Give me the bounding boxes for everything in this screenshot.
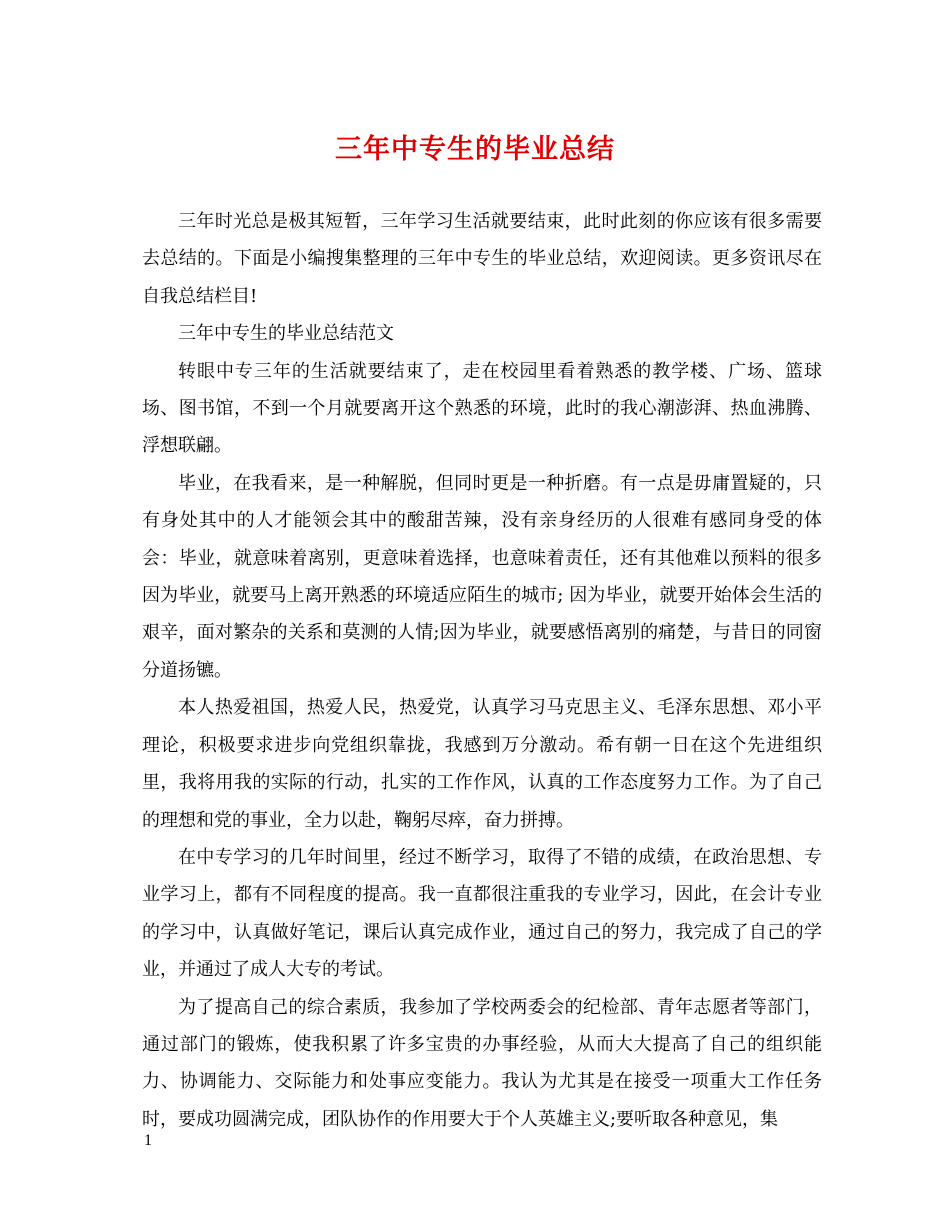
page-number: 1 [144,1132,152,1149]
document-body [142,203,834,1138]
paragraph-intro: 三年时光总是极其短暂，三年学习生活就要结束，此时此刻的你应该有很多需要去总结的。下面是小编搜集整理的三年中专生的毕业总结，欢迎阅读。更多资讯尽在自我总结栏目! [142,211,822,307]
paragraph-activities: 为了提高自己的综合素质，我参加了学校两委会的纪检部、青年志愿者等部门，通过部门的锻炼，使我积累了许多宝贵的办事经验，从而大大提高了自己的组织能力、协调能力、交际能力和处事应变能力。我认为尤其是在接受一项重大工作任务时，要成功圆满完成，团队协作的作用要大于个人英雄主义;要听取各种意见，集 [142,996,822,1130]
paragraph-patriotism: 本人热爱祖国，热爱人民，热爱党，认真学习马克思主义、毛泽东思想、邓小平理论，积极要求进步向党组织靠拢，我感到万分激动。希有朝一日在这个先进组织里，我将用我的实际的行动，扎实的工作作风，认真的工作态度努力工作。为了自己的理想和党的事业，全力以赴，鞠躬尽瘁，奋力拼搏。 [142,697,822,831]
paragraph-graduation: 毕业，在我看来，是一种解脱，但同时更是一种折磨。有一点是毋庸置疑的，只有身处其中的人才能领会其中的酸甜苦辣，没有亲身经历的人很难有感同身受的体会：毕业，就意味着离别，更意味着选择，也意味着责任，还有其他难以预料的很多因为毕业，就要马上离开熟悉的环境适应陌生的城市; 因为毕业，就要开始体会生活的 艰辛，面对繁杂的关系和莫测的人情;因为毕业，就要感悟离别的痛楚，与昔日的同窗分道扬镳。 [142,472,834,681]
page-title: 三年中专生的毕业总结 [335,134,615,165]
paragraph-campus: 转眼中专三年的生活就要结束了，走在校园里看着熟悉的教学楼、广场、篮球场、图书馆，不到一个月就要离开这个熟悉的环境，此时的我心潮澎湃、热血沸腾、浮想联翩。 [142,360,822,457]
paragraph-study: 在中专学习的几年时间里，经过不断学习，取得了不错的成绩，在政治思想、专业学习上，都有不同程度的提高。我一直都很注重我的专业学习，因此，在会计专业的学习中，认真做好笔记，课后认真完成作业，通过自己的努力，我完成了自己的学业，并通过了成人大专的考试。 [142,846,822,981]
paragraph-subheading: 三年中专生的毕业总结范文 [178,323,394,345]
